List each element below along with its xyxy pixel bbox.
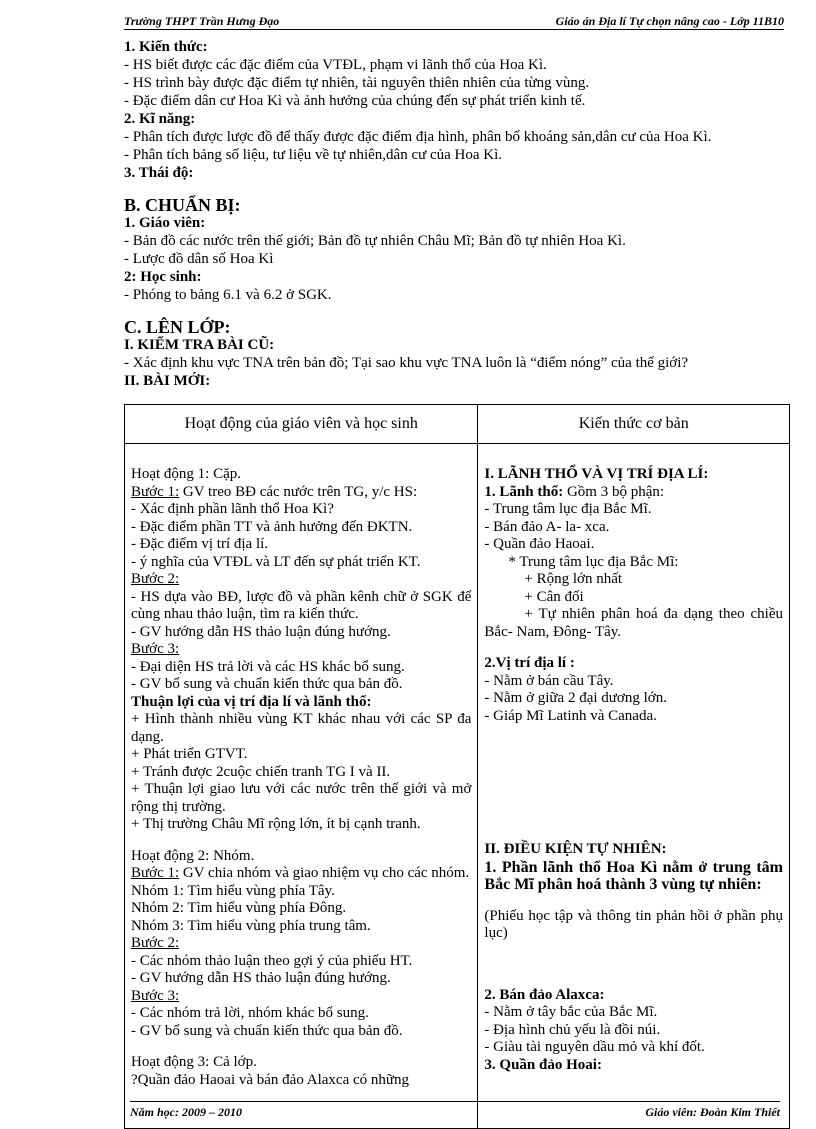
act2-step1-label: Bước 1: bbox=[131, 865, 180, 881]
territory-label: 1. Lãnh thổ: bbox=[484, 483, 564, 500]
col-header-knowledge: Kiến thức cơ bản bbox=[478, 405, 790, 444]
list-item: - Các nhóm thảo luận theo gợi ý của phiếu HT. bbox=[131, 952, 413, 969]
footer-teacher: Giáo viên: Đoàn Kim Thiết bbox=[645, 1105, 780, 1119]
table-header-row bbox=[125, 405, 790, 444]
list-item: - GV bổ sung và chuẩn kiến thức qua bản đồ. bbox=[131, 1022, 403, 1039]
position-heading: 2.Vị trí địa lí : bbox=[484, 655, 575, 671]
knowledge-heading: 1. Kiến thức: bbox=[124, 39, 208, 55]
act2-step3-label: Bước 3: bbox=[131, 987, 180, 1004]
list-item: - Bán đảo A- la- xca. bbox=[484, 518, 610, 535]
list-item: + Thuận lợi giao lưu với các nước trên thế giới và mở rộng thị trường. bbox=[131, 781, 472, 815]
list-item: + Tránh được 2cuộc chiến tranh TG I và II. bbox=[131, 763, 391, 780]
advantages-heading: Thuận lợi của vị trí địa lí và lãnh thổ: bbox=[131, 693, 372, 710]
student-item: - Phóng to bảng 6.1 và 6.2 ở SGK. bbox=[124, 287, 332, 303]
act1-mode: Cặp. bbox=[209, 466, 241, 482]
activities-cell bbox=[125, 444, 478, 1129]
list-item: + Cân đối bbox=[524, 588, 584, 605]
col-header-activities: Hoạt động của giáo viên và học sinh bbox=[125, 405, 478, 444]
alaska-heading: 2. Bán đảo Alaxca: bbox=[484, 986, 605, 1003]
section1-heading: I. LÃNH THỔ VÀ VỊ TRÍ ĐỊA LÍ: bbox=[484, 466, 709, 482]
list-item: - Nằm ở tây bắc của Bắc Mĩ. bbox=[484, 1004, 658, 1020]
list-item: Nhóm 3: Tìm hiểu vùng phía trung tâm. bbox=[131, 917, 371, 934]
prep-heading: B. CHUẨN BỊ: bbox=[124, 195, 241, 215]
new-lesson-heading: II. BÀI MỚI: bbox=[124, 373, 211, 389]
list-item: + Phát triển GTVT. bbox=[131, 746, 248, 762]
student-heading: 2: Học sinh: bbox=[124, 269, 202, 285]
act1-step2-label: Bước 2: bbox=[131, 571, 180, 587]
teacher-item: - Bản đồ các nước trên thế giới; Bản đồ tự nhiên Châu Mĩ; Bản đồ tự nhiên Hoa Kì. bbox=[124, 233, 626, 249]
act1-step1-text: GV treo BĐ các nước trên TG, y/c HS: bbox=[179, 483, 418, 500]
list-item: - GV hướng dẫn HS thảo luận đúng hướng. bbox=[131, 970, 391, 986]
act3-title: Hoạt động 3: bbox=[131, 1054, 210, 1070]
list-item: - Trung tâm lục địa Bắc Mĩ. bbox=[484, 501, 652, 517]
table-row bbox=[125, 444, 790, 1129]
list-item: - Các nhóm trả lời, nhóm khác bổ sung. bbox=[131, 1005, 369, 1021]
teacher-item: - Lược đồ dân số Hoa Kì bbox=[124, 251, 274, 267]
list-item: - Quần đảo Haoai. bbox=[484, 536, 595, 552]
list-item: - Giáp Mĩ Latinh và Canada. bbox=[484, 707, 657, 724]
list-item: + Hình thành nhiều vùng KT khác nhau với các SP đa dạng. bbox=[131, 711, 472, 745]
page-header bbox=[124, 10, 784, 30]
check-question: - Xác định khu vực TNA trên bản đồ; Tại sao khu vực TNA luôn là “điểm nóng” của thế giới? bbox=[124, 355, 689, 371]
section2-subheading: 1. Phần lãnh thổ Hoa Kì nằm ở trung tâm Bắc Mĩ phân hoá thành 3 vùng tự nhiên: bbox=[484, 858, 783, 893]
act3-question: ?Quần đảo Haoai và bán đảo Alaxca có những bbox=[131, 1071, 410, 1088]
header-school: Trường THPT Trần Hưng Đạo bbox=[124, 14, 280, 28]
knowledge-item: - Đặc điểm dân cư Hoa Kì và ảnh hưởng của chúng đến sự phát triển kinh tế. bbox=[124, 93, 586, 109]
list-item: + Rộng lớn nhất bbox=[524, 571, 623, 587]
list-item: Nhóm 2: Tìm hiểu vùng phía Đông. bbox=[131, 900, 347, 916]
skills-item: - Phân tích được lược đồ để thấy được đặc điểm địa hình, phân bố khoáng sản,dân cư của Hoa Kì. bbox=[124, 129, 712, 145]
header-rule bbox=[124, 29, 784, 30]
section2-heading: II. ĐIỀU KIỆN TỰ NHIÊN: bbox=[484, 841, 667, 857]
skills-heading: 2. Kĩ năng: bbox=[124, 111, 196, 127]
list-item: - Giàu tài nguyên dầu mỏ và khí đốt. bbox=[484, 1039, 705, 1055]
footer-year: Năm học: 2009 – 2010 bbox=[130, 1105, 242, 1119]
list-item: - Địa hình chủ yếu là đồi núi. bbox=[484, 1021, 661, 1038]
list-item: - Xác định phần lãnh thổ Hoa Kì? bbox=[131, 501, 334, 517]
act3-mode: Cả lớp. bbox=[209, 1054, 257, 1070]
list-item: - HS dựa vào BĐ, lược đồ và phần kênh chữ ở SGK để cùng nhau thảo luận, tìm ra kiến thức. bbox=[131, 588, 472, 622]
skills-item: - Phân tích bảng số liệu, tư liệu về tự nhiên,dân cư của Hoa Kì. bbox=[124, 147, 503, 163]
list-item: - Đại diện HS trả lời và các HS khác bổ sung. bbox=[131, 658, 405, 675]
center-heading: * Trung tâm lục địa Bắc Mĩ: bbox=[508, 553, 679, 570]
list-item: - Nằm ở giữa 2 đại dương lớn. bbox=[484, 690, 667, 706]
knowledge-item: - HS biết được các đặc điểm của VTĐL, phạm vi lãnh thổ của Hoa Kì. bbox=[124, 57, 547, 73]
footer-rule bbox=[130, 1101, 780, 1102]
attitude-heading: 3. Thái độ: bbox=[124, 165, 194, 181]
territory-text: Gồm 3 bộ phận: bbox=[563, 483, 665, 500]
act2-step2-label: Bước 2: bbox=[131, 935, 180, 951]
lesson-table bbox=[124, 404, 790, 1129]
list-item: + Thị trường Châu Mĩ rộng lớn, ít bị cạnh tranh. bbox=[131, 816, 421, 832]
act1-step1-label: Bước 1: bbox=[131, 483, 180, 500]
act2-title: Hoạt động 2: bbox=[131, 847, 210, 864]
act1-title: Hoạt động 1: bbox=[131, 466, 210, 482]
list-item: - Đặc điểm vị trí địa lí. bbox=[131, 536, 269, 552]
act1-step3-label: Bước 3: bbox=[131, 641, 180, 657]
list-item: Nhóm 1: Tìm hiểu vùng phía Tây. bbox=[131, 882, 335, 899]
header-title: Giáo án Địa lí Tự chọn nâng cao - Lớp 11B10 bbox=[555, 14, 784, 28]
list-item: - ý nghĩa của VTĐL và LT đến sự phát triển KT. bbox=[131, 553, 421, 570]
section2-note: (Phiếu học tập và thông tin phản hồi ở phần phụ lục) bbox=[484, 907, 783, 941]
class-heading: C. LÊN LỚP: bbox=[124, 317, 231, 337]
list-item: - Nằm ở bán cầu Tây. bbox=[484, 672, 614, 689]
list-item: - GV hướng dẫn HS thảo luận đúng hướng. bbox=[131, 623, 391, 640]
lesson-intro bbox=[124, 38, 784, 390]
act2-mode: Nhóm. bbox=[209, 847, 255, 864]
act2-step1-text: GV chia nhóm và giao nhiệm vụ cho các nhóm. bbox=[179, 865, 470, 881]
knowledge-cell bbox=[478, 444, 790, 1129]
list-item: - GV bổ sung và chuẩn kiến thức qua bản đồ. bbox=[131, 676, 403, 692]
list-item: + Tự nhiên phân hoá đa dạng theo chiều Bắc- Nam, Đông- Tây. bbox=[484, 606, 783, 640]
check-heading: I. KIỂM TRA BÀI CŨ: bbox=[124, 337, 275, 353]
list-item: - Đặc điểm phần TT và ảnh hưởng đến ĐKTN. bbox=[131, 518, 413, 535]
knowledge-item: - HS trình bày được đặc điểm tự nhiên, tài nguyên thiên nhiên của từng vùng. bbox=[124, 75, 590, 91]
teacher-heading: 1. Giáo viên: bbox=[124, 215, 206, 231]
page-footer bbox=[130, 1101, 780, 1121]
hawaii-heading: 3. Quần đảo Hoai: bbox=[484, 1056, 602, 1073]
